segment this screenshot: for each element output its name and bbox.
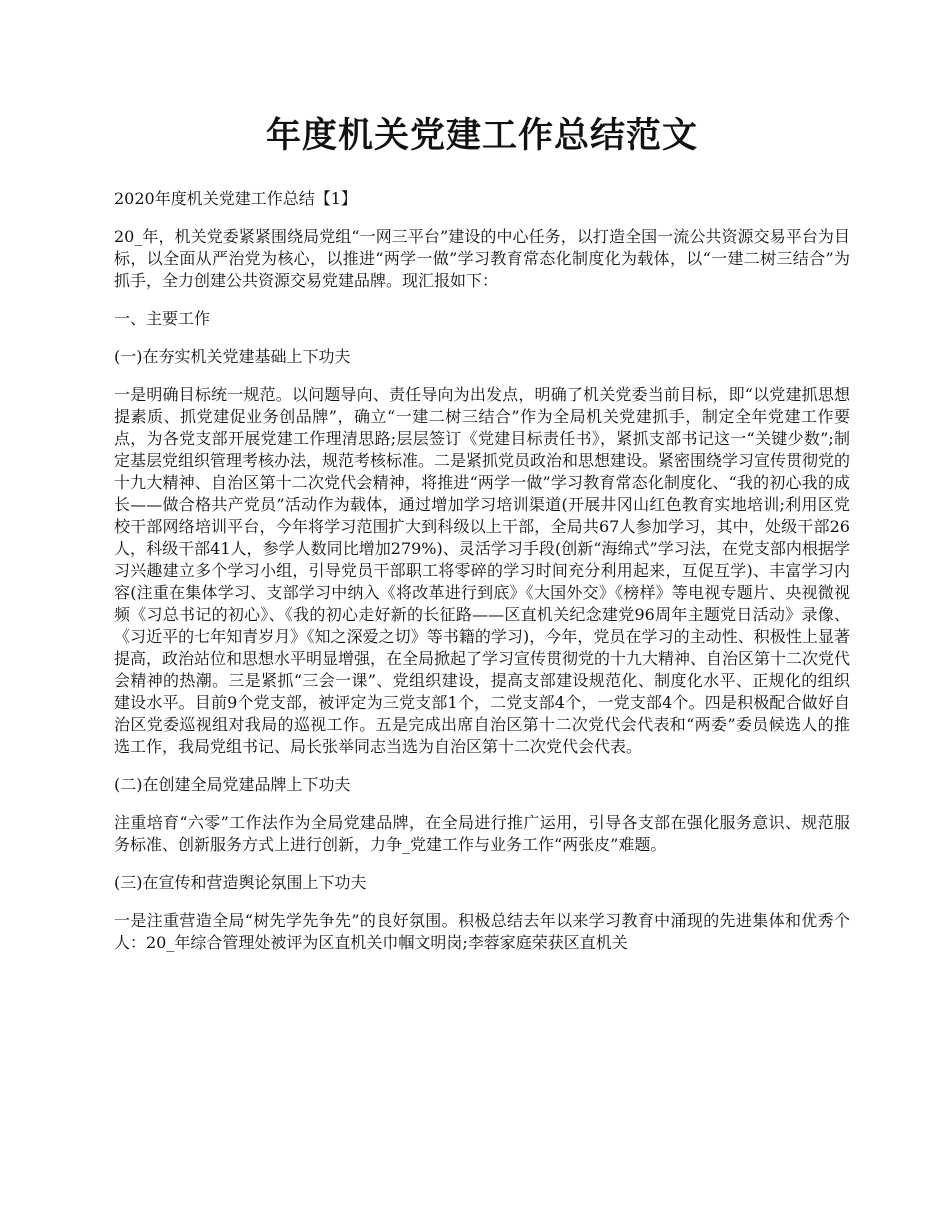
document-title: 年度机关党建工作总结范文 <box>265 115 698 156</box>
paragraph-party-brand: 注重培育“六零”工作法作为全局党建品牌，在全局进行推广运用，引导各支部在强化服务意识、规范服务标准、创新服务方式上进行创新，力争_党建工作与业务工作“两张皮”难题。 <box>114 813 850 854</box>
paragraph-party-foundation: 一是明确目标统一规范。以问题导向、责任导向为出发点，明确了机关党委当前目标，即“以党建抓思想提素质、抓党建促业务创品牌”，确立“一建二树三结合”作为全局机关党建抓手，制定全年党建工作要点，为各党支部开展党建工作理清思路;层层签订《党建目标责任书》，紧抓支部书记这一“关键少数”;制定基层党组织管理考核办法，规范考核标准。二是紧抓党员政治和思想建设。紧密围绕学习宣传贯彻党的十九大精神、自治区第十二次党代会精神，将推进“两学一做”学习教育常态化制度化、“我的初心我的成长——做合格共产党员”活动作为载体，通过增加学习培训渠道(开展井冈山红色教育实地培训;利用区党校干部网络培训平台，今年将学习范围扩大到科级以上干部，全局共67人参加学习，其中，处级干部26人，科级干部41人，参学人数同比增加279%)、灵活学习手段(创新“海绵式”学习法，在党支部内根据学习兴趣建立多个学习小组，引导党员干部职工将零碎的学习时间充分利用起来，互促互学)、丰富学习内容(注重在集体学习、支部学习中纳入《将改革进行到底》《大国外交》《榜样》等电视专题片、央视微视频《习总书记的初心》、《我的初心走好新的长征路——区直机关纪念建党96周年主题党日活动》录像、《习近平的七年知青岁月》《知之深爱之切》等书籍的学习)，今年，党员在学习的主动性、积极性上显著提高，政治站位和思想水平明显增强，在全局掀起了学习宣传贯彻党的十九大精神、自治区第十二次党代会精神的热潮。三是紧抓“三会一课”、党组织建设，提高支部建设规范化、制度化水平、正规化的组织建设水平。目前9个党支部，被评定为三党支部1个，二党支部4个，一党支部4个。四是积极配合做好自治区党委巡视组对我局的巡视工作。五是完成出席自治区第十二次党代会代表和“两委”委员候选人的推选工作，我局党组书记、局长张举同志当选为自治区第十二次党代会代表。 <box>114 385 851 756</box>
subheading-party-brand: (二)在创建全局党建品牌上下功夫 <box>114 775 351 794</box>
intro-paragraph: 20_年，机关党委紧紧围绕局党组“一网三平台”建设的中心任务，以打造全国一流公共资源交易平台为目标，以全面从严治党为核心，以推进“两学一做”学习教育常态化制度化为载体，以“一建二树三结合”为抓手，全力创建公共资源交易党建品牌。现汇报如下： <box>114 227 850 290</box>
document-page <box>114 112 850 970</box>
paragraph-publicity: 一是注重营造全局“树先学先争先”的良好氛围。积极总结去年以来学习教育中涌现的先进集体和优秀个人：20_年综合管理处被评为区直机关巾帼文明岗;李蓉家庭荣获区直机关 <box>114 911 850 952</box>
subheading-party-foundation: (一)在夯实机关党建基础上下功夫 <box>114 347 351 366</box>
subheading-publicity: (三)在宣传和营造舆论氛围上下功夫 <box>114 873 367 892</box>
section-heading-main-work: 一、主要工作 <box>114 309 211 328</box>
document-subtitle: 2020年度机关党建工作总结【1】 <box>114 189 357 208</box>
